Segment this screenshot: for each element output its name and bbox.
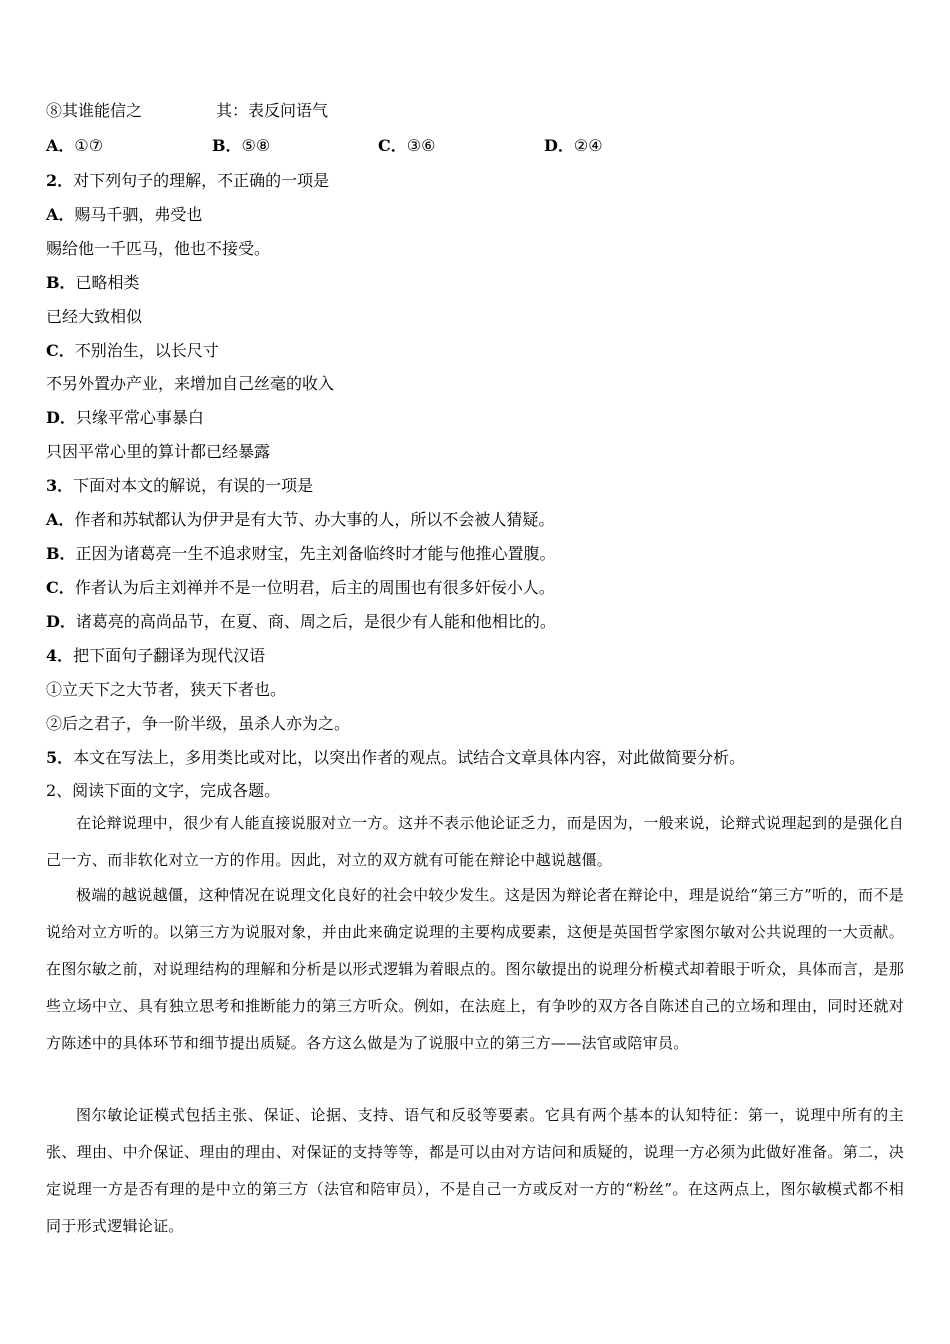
section-2-title: 2、阅读下面的文字，完成各题。 — [46, 781, 281, 800]
q2-stem: 2．对下列句子的理解，不正确的一项是 — [46, 171, 330, 190]
q4-stem: 4．把下面句子翻译为现代汉语 — [46, 646, 266, 665]
passage-paragraph-1: 在论辩说理中，很少有人能直接说服对立一方。这并不表示他论证乏力，而是因为，一般来说，论辩式说理起到的是强化自己一方、而非软化对立一方的作用。因此，对立的双方就有可能在辩论中越说越僵。 — [46, 814, 904, 869]
q3-option-b: B．正因为诸葛亮一生不追求财宝，先主刘备临终时才能与他推心置腹。 — [46, 544, 556, 563]
q4-item-2: ②后之君子，争一阶半级，虽杀人亦为之。 — [46, 714, 351, 733]
q1-option-d: D．②④ — [544, 136, 603, 155]
q1-option-c: C．③⑥ — [378, 136, 436, 155]
q1-item-8-note: 其：表反问语气 — [216, 101, 329, 120]
q1-item-8 — [46, 101, 904, 121]
passage-paragraph-3: 图尔敏论证模式包括主张、保证、论据、支持、语气和反驳等要素。它具有两个基本的认知特征：第一，说理中所有的主张、理由、中介保证、理由的理由、对保证的支持等等，都是可以由对方诘问和质疑的，说理一方必须为此做好准备。第二，决定说理一方是否有理的是中立的第三方（法官和陪审员），不是自己一方或反对一方的“粉丝”。在这两点上，图尔敏模式都不相同于形式逻辑论证。 — [46, 1106, 904, 1235]
q3-option-a: A．作者和苏轼都认为伊尹是有大节、办大事的人，所以不会被人猜疑。 — [46, 510, 555, 529]
q4-item-1: ①立天下之大节者，狭天下者也。 — [46, 680, 287, 699]
q2-option-b: B．已略相类 — [46, 273, 140, 292]
q2-option-a: A．赐马千驷，弗受也 — [46, 205, 203, 224]
q3-option-d: D．诸葛亮的高尚品节，在夏、商、周之后，是很少有人能和他相比的。 — [46, 612, 556, 631]
q2-option-d-explain: 只因平常心里的算计都已经暴露 — [46, 442, 271, 461]
q1-options — [46, 136, 904, 156]
q2-option-a-explain: 赐给他一千匹马，他也不接受。 — [46, 239, 271, 258]
q2-option-d: D．只缘平常心事暴白 — [46, 408, 204, 427]
q3-stem: 3．下面对本文的解说，有误的一项是 — [46, 476, 314, 495]
q1-item-8-sentence: ⑧其谁能信之 — [46, 101, 143, 120]
q2-option-c: C．不别治生，以长尺寸 — [46, 341, 219, 360]
q3-option-c: C．作者认为后主刘禅并不是一位明君，后主的周围也有很多奸佞小人。 — [46, 578, 555, 597]
passage-paragraph-2: 极端的越说越僵，这种情况在说理文化良好的社会中较少发生。这是因为辩论者在辩论中，理是说给“第三方”听的，而不是说给对立方听的。以第三方为说服对象，并由此来确定说理的主要构成要素，这便是英国哲学家图尔敏对公共说理的一大贡献。在图尔敏之前，对说理结构的理解和分析是以形式逻辑为着眼点的。图尔敏提出的说理分析模式却着眼于听众，具体而言，是那些立场中立、具有独立思考和推断能力的第三方听众。例如，在法庭上，有争吵的双方各自陈述自己的立场和理由，同时还就对方陈述中的具体环节和细节提出质疑。各方这么做是为了说服中立的第三方——法官或陪审员。 — [46, 886, 904, 1052]
q2-option-c-explain: 不另外置办产业，来增加自己丝毫的收入 — [46, 374, 335, 393]
q2-option-b-explain: 已经大致相似 — [46, 307, 143, 326]
q1-option-b: B．⑤⑧ — [212, 136, 271, 155]
q1-option-a: A．①⑦ — [46, 136, 104, 155]
q5-stem: 5．本文在写法上，多用类比或对比，以突出作者的观点。试结合文章具体内容，对此做简要分析。 — [46, 748, 746, 767]
